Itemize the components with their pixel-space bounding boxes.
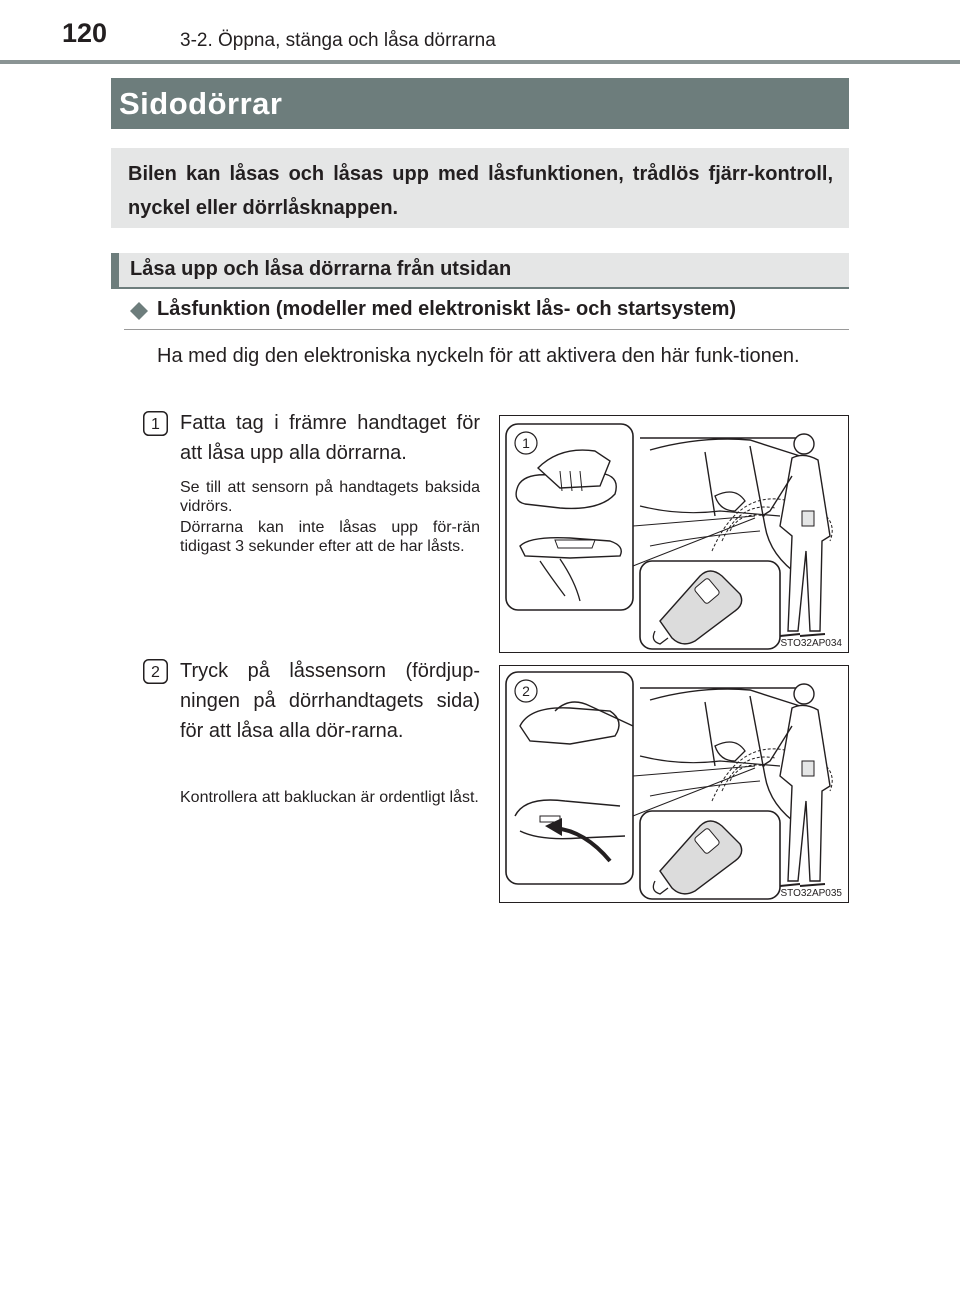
step-2-number-icon	[143, 659, 168, 684]
figure-2-code: STO32AP035	[780, 888, 842, 899]
subsection-rule	[111, 287, 849, 289]
diamond-bullet-icon	[130, 302, 148, 320]
figure-1-callout: 1	[522, 435, 530, 451]
step-2-text: Tryck på låssensorn (fördjup-ningen på dörrhandtagets sida) för att låsa alla dör-rarna.	[180, 660, 480, 742]
topic-description: Ha med dig den elektroniska nyckeln för att aktivera den här funk-tionen.	[157, 345, 800, 367]
figure-1-drawing	[500, 416, 848, 652]
figure-1-illustration	[499, 415, 849, 653]
figure-1-code: STO32AP034	[780, 638, 842, 649]
page-number: 120	[62, 18, 108, 48]
step-1-number: 1	[151, 416, 160, 433]
header-rule	[0, 60, 960, 64]
figure-2-drawing	[500, 666, 848, 902]
intro-text: Bilen kan låsas och låsas upp med låsfunktionen, trådlös fjärr-kontroll, nyckel eller dörrlåsknappen.	[128, 163, 833, 219]
running-header: 3-2. Öppna, stänga och låsa dörrarna	[180, 30, 496, 51]
step-1-text: Fatta tag i främre handtaget för att låsa upp alla dörrarna.	[180, 412, 480, 464]
step-2-note-1: Kontrollera att bakluckan är ordentligt låst.	[180, 789, 479, 806]
step-1-note-1: Se till att sensorn på handtagets baksida vidrörs.	[180, 479, 480, 515]
figure-2-callout: 2	[522, 683, 530, 699]
topic-rule	[124, 329, 849, 330]
subsection-title: Låsa upp och låsa dörrarna från utsidan	[111, 253, 849, 289]
step-2-number: 2	[151, 664, 160, 681]
step-1-number-icon	[143, 411, 168, 436]
figure-2-illustration	[499, 665, 849, 903]
intro-box	[111, 148, 849, 228]
step-1-note-2: Dörrarna kan inte låsas upp för-rän tidigast 3 sekunder efter att de har låsts.	[180, 519, 480, 555]
section-title: Sidodörrar	[111, 78, 849, 129]
topic-heading: Låsfunktion (modeller med elektroniskt lås- och startsystem)	[157, 298, 737, 320]
